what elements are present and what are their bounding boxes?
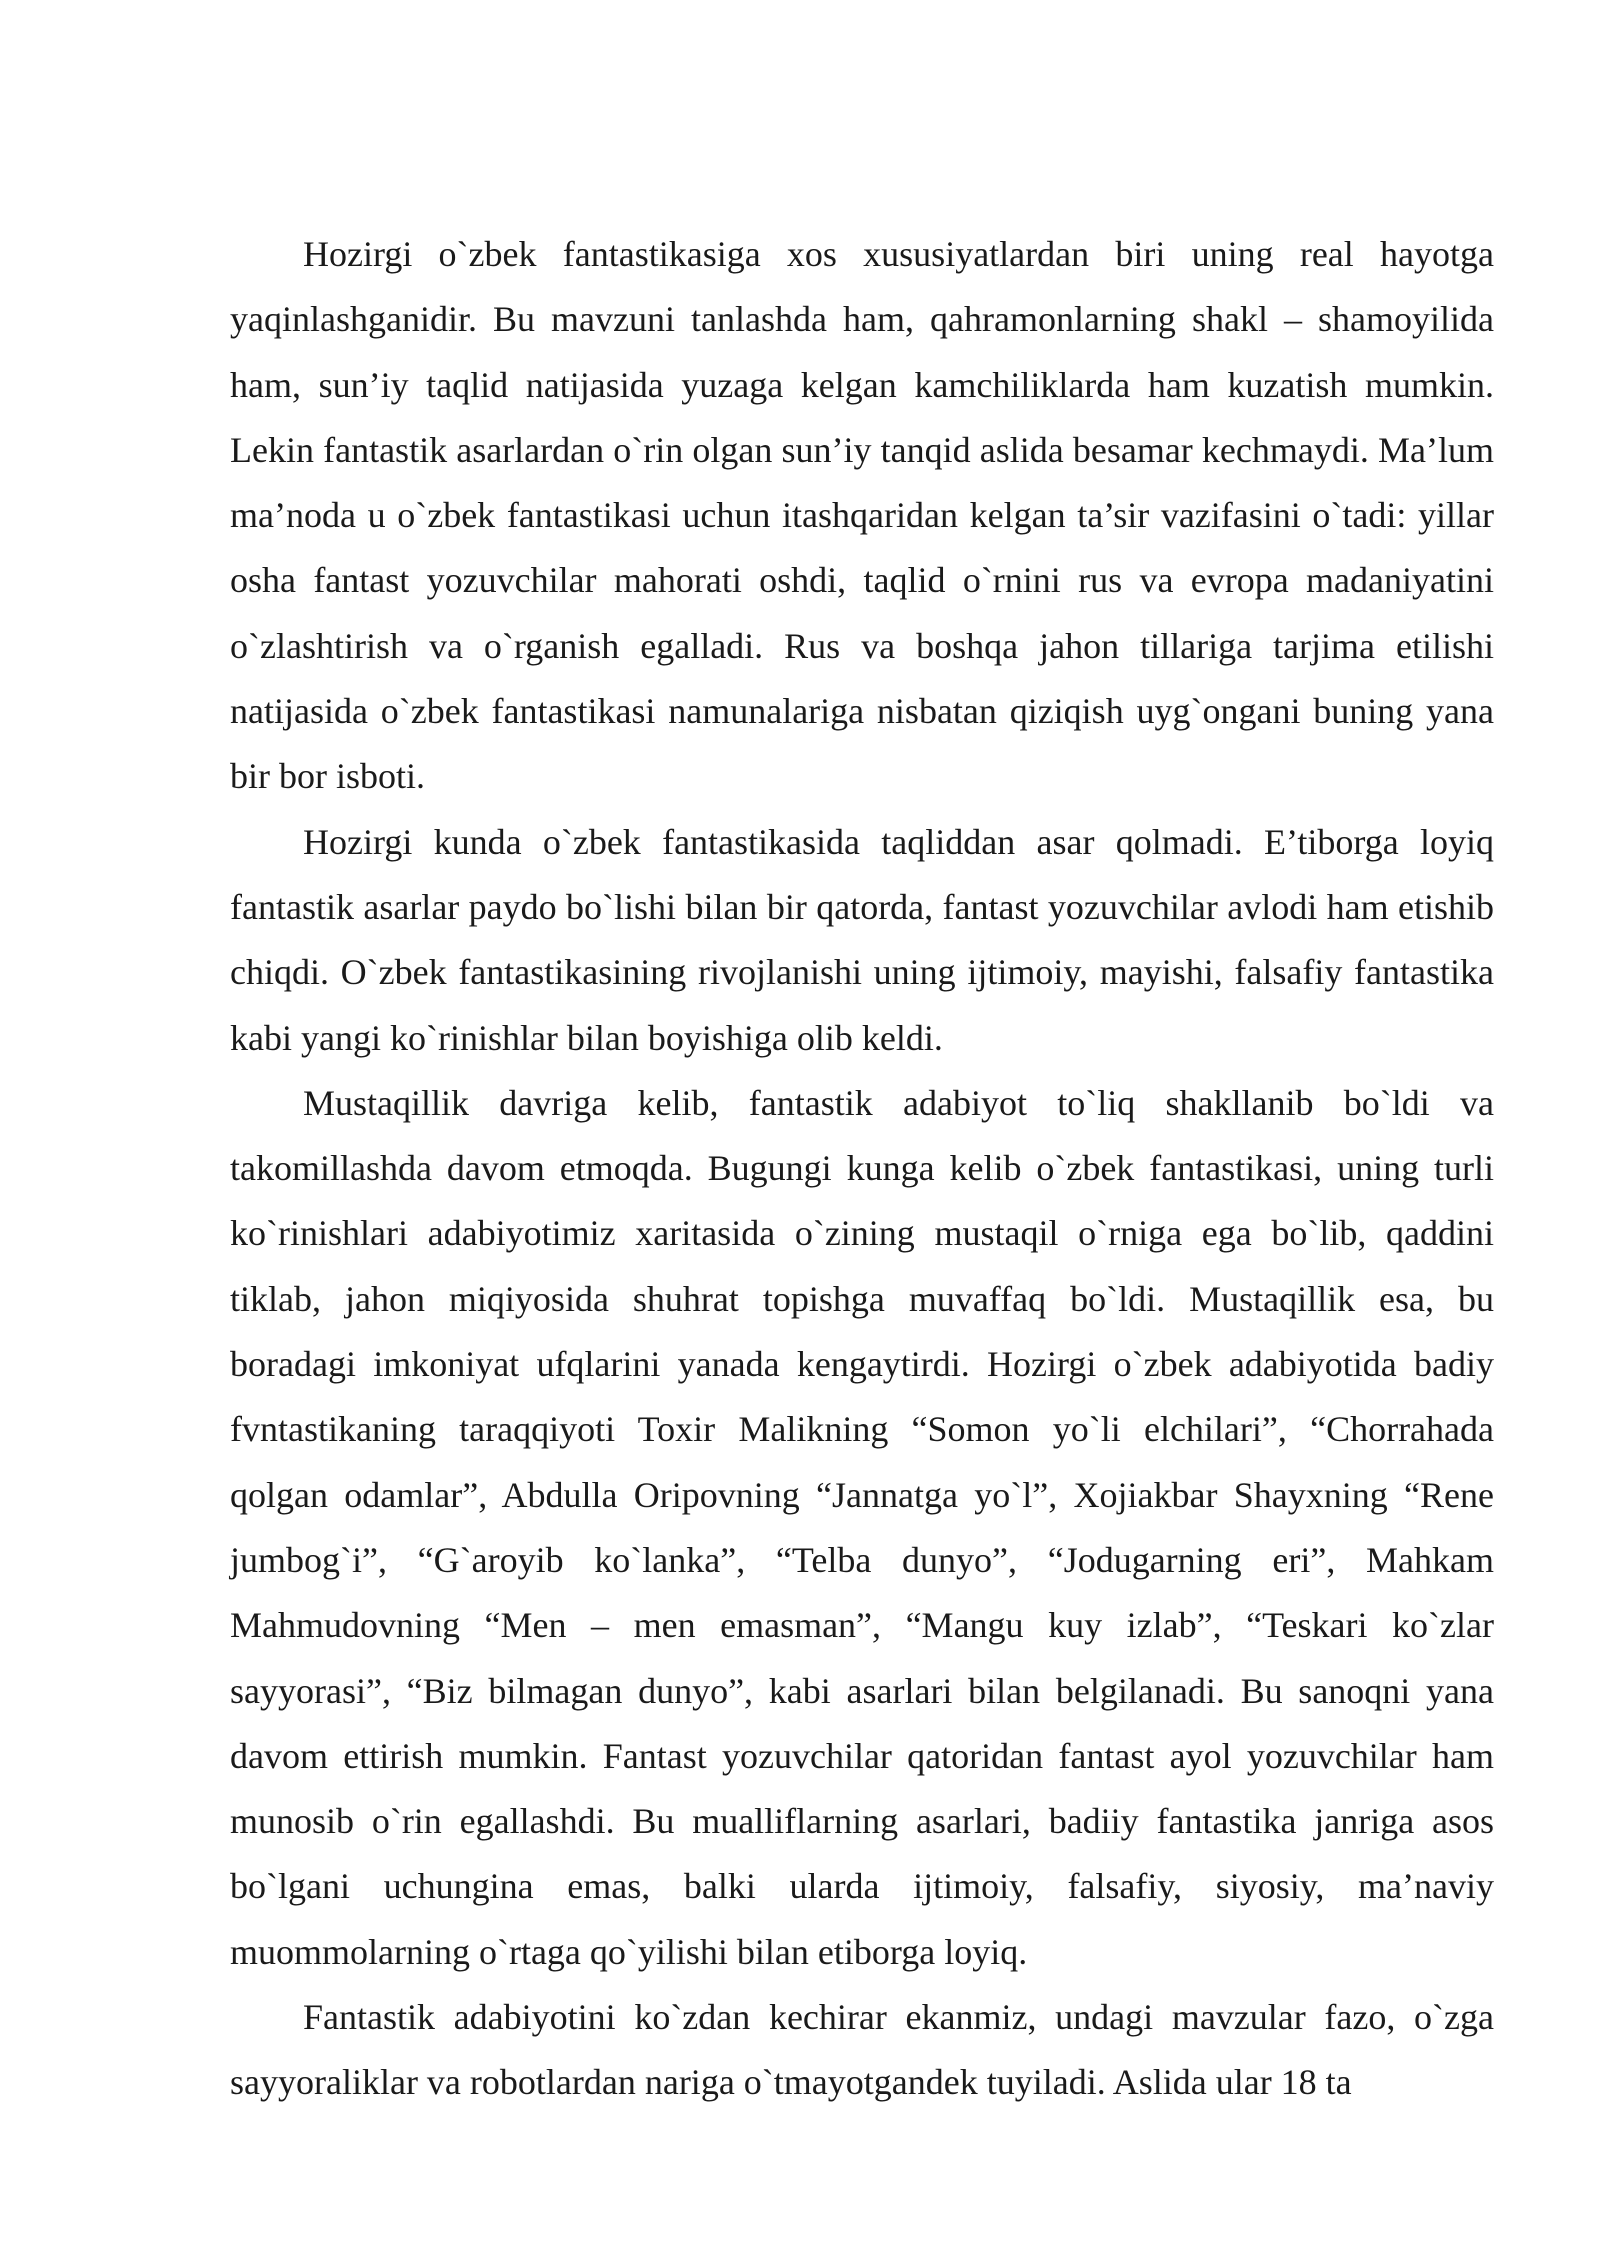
paragraph-4: Fantastik adabiyotini ko`zdan kechirar ekanmiz, undagi mavzular fazo, o`zga sayyoraliklar va robotlardan nariga o`tmayotgandek tuyiladi. Aslida ular 18 ta bbox=[230, 1997, 1494, 2103]
paragraph-2: Hozirgi kunda o`zbek fantastikasida taqliddan asar qolmadi. E’tiborga loyiq fantastik asarlar paydo bo`lishi bilan bir qatorda, fantast yozuvchilar avlodi ham etishib chiqdi. O`zbek fantastikasining rivojlanishi uning ijtimoiy, mayishi, falsafiy fantastika kabi yangi ko`rinishlar bilan boyishiga olib keldi. bbox=[230, 821, 1494, 1058]
document-body bbox=[230, 222, 1494, 2116]
paragraph-3: Mustaqillik davriga kelib, fantastik adabiyot to`liq shakllanib bo`ldi va takomillashda davom etmoqda. Bugungi kunga kelib o`zbek fantastikasi, uning turli ko`rinishlari adabiyotimiz xaritasida o`zining mustaqil o`rniga ega bo`lib, qaddini tiklab, jahon miqiyosida shuhrat topishga muvaffaq bo`ldi. Mustaqillik esa, bu boradagi imkoniyat ufqlarini yanada kengaytirdi. Hozirgi o`zbek adabiyotida badiy fvntastikaning taraqqiyoti Toxir Malikning “Somon yo`li elchilari”, “Chorrahada qolgan odamlar”, Abdulla Oripovning “Jannatga yo`l”, Xojiakbar Shayxning “Rene jumbog`i”, “G`aroyib ko`lanka”, “Telba dunyo”, “Jodugarning eri”, Mahkam Mahmudovning “Men – men emasman”, “Mangu kuy izlab”, “Teskari ko`zlar sayyorasi”, “Biz bilmagan dunyo”, kabi asarlari bilan belgilanadi. Bu sanoqni yana davom ettirish mumkin. Fantast yozuvchilar qatoridan fantast ayol yozuvchilar ham munosib o`rin egallashdi. Bu mualliflarning asarlari, badiiy fantastika janriga asos bo`lgani uchungina emas, balki ularda ijtimoiy, falsafiy, siyosiy, ma’naviy muommolarning o`rtaga qo`yilishi bilan etiborga loyiq. bbox=[230, 1082, 1494, 1972]
paragraph-1: Hozirgi o`zbek fantastikasiga xos xususiyatlardan biri uning real hayotga yaqinlashganidir. Bu mavzuni tanlashda ham, qahramonlarning shakl – shamoyilida ham, sun’iy taqlid natijasida yuzaga kelgan kamchiliklarda ham kuzatish mumkin. Lekin fantastik asarlardan o`rin olgan sun’iy tanqid aslida besamar kechmaydi. Ma’lum ma’noda u o`zbek fantastikasi uchun itashqaridan kelgan ta’sir vazifasini o`tadi: yillar osha fantast yozuvchilar mahorati oshdi, taqlid o`rnini rus va evropa madaniyatini o`zlashtirish va o`rganish egalladi. Rus va boshqa jahon tillariga tarjima etilishi natijasida o`zbek fantastikasi namunalariga nisbatan qiziqish uyg`ongani buning yana bir bor isboti. bbox=[230, 234, 1494, 797]
